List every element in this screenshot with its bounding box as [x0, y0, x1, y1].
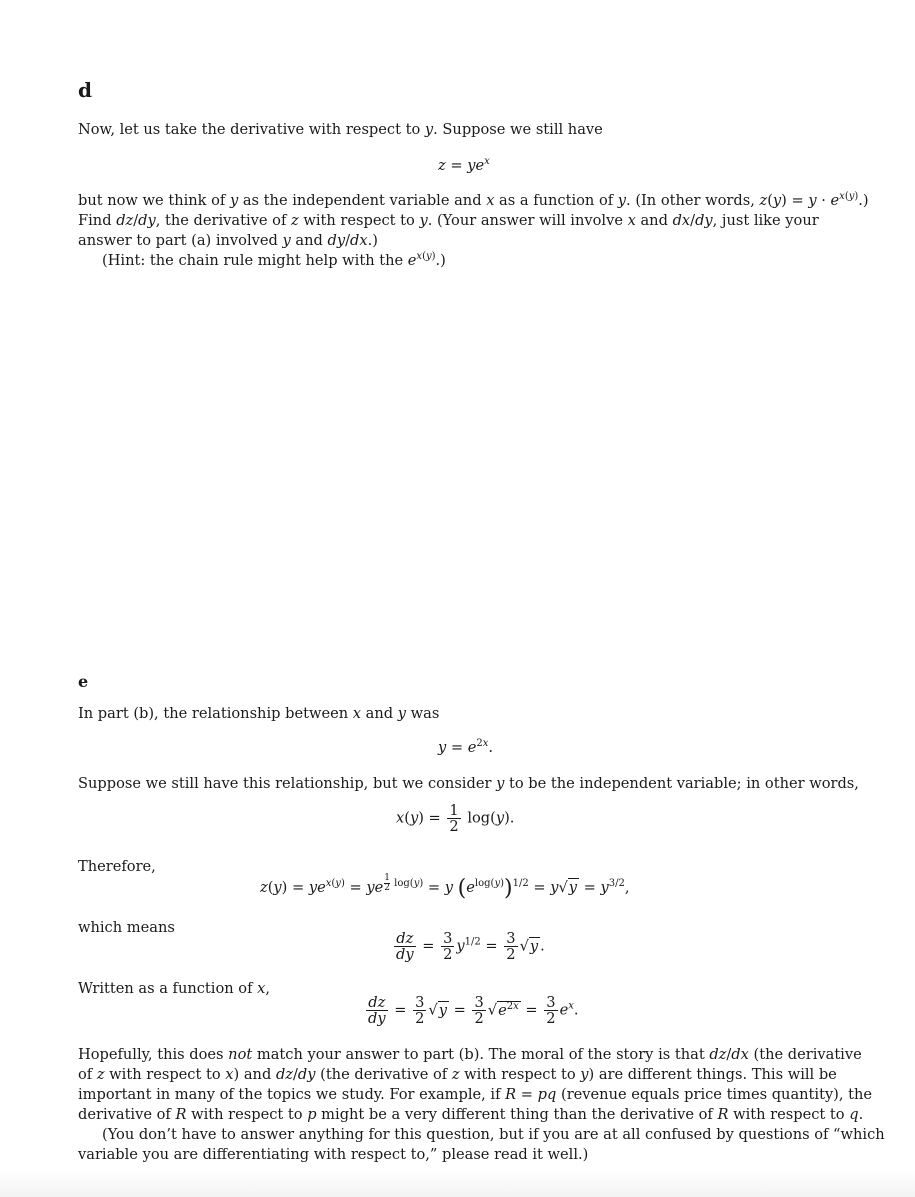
- which-means-label: which means: [78, 919, 175, 936]
- section-d-body-line1: but now we think of y as the independent variable and x as a function of y. (In other words, $z(y) = y \cdot e^{x(y)}$.): [78, 191, 869, 209]
- conclusion-line3: important in many of the topics we study. For example, if R = pq (revenue equals price times quantity), the: [78, 1086, 873, 1103]
- page-bottom-shadow: [0, 1170, 915, 1197]
- note-line1: (You don’t have to answer anything for this question, but if you are at all confused by questions of “which: [102, 1126, 885, 1143]
- note-line2: variable you are differentiating with respect to,” please read it well.): [78, 1146, 589, 1163]
- written-as-label: Written as a function of x,: [78, 980, 270, 997]
- conclusion-line1: Hopefully, this does not match your answer to part (b). The moral of the story is that dz/dx (the derivative: [78, 1046, 862, 1063]
- equation-y-e-2x: $y = e^{2x}$.: [438, 738, 494, 756]
- section-d-body-line3: answer to part (a) involved y and dy/dx.): [78, 232, 378, 249]
- section-e-line2: Suppose we still have this relationship, but we consider y to be the independent variable; in other words,: [78, 775, 859, 792]
- section-d-hint: (Hint: the chain rule might help with the $e^{x(y)}$.): [102, 251, 446, 269]
- equation-dz-dy-in-x: $\frac{dz}{dy}$ = $\frac{3}{2}$ √y = $\frac{3}{2}$ $√e^{2x}$ = $\frac{3}{2}$ $e^x$.: [368, 994, 579, 1027]
- equation-dz-dy: $\frac{dz}{dy}$ = $\frac{3}{2}$ $y^{1/2}$ = $\frac{3}{2}$ √y .: [396, 930, 545, 963]
- equation-z-ye-x: $z = ye^x$: [438, 156, 490, 174]
- section-e-heading: e: [78, 672, 89, 691]
- section-e-intro: In part (b), the relationship between x and y was: [78, 705, 440, 722]
- conclusion-line2: of z with respect to x) and dz/dy (the derivative of z with respect to y) are different things. This will be: [78, 1066, 837, 1083]
- section-d-intro: Now, let us take the derivative with respect to y. Suppose we still have: [78, 121, 603, 138]
- equation-z-of-y-chain: $z(y) = ye^{x(y)}$ = ye $^{\frac{1}{2} log(y)}$ = y $(e^{log(y)})^{1/2} = y√y = y^{3/2}$,: [260, 873, 630, 901]
- section-d-heading: d: [78, 78, 92, 102]
- conclusion-line4: derivative of R with respect to p might be a very different thing than the derivative of R with respect to q.: [78, 1106, 864, 1123]
- equation-x-of-y: x(y) = $\frac{1}{2}$ log(y).: [396, 802, 515, 835]
- therefore-label: Therefore,: [78, 858, 156, 875]
- section-d-body-line2: Find dz/dy, the derivative of z with respect to y. (Your answer will involve x and dx/dy, just like your: [78, 212, 819, 229]
